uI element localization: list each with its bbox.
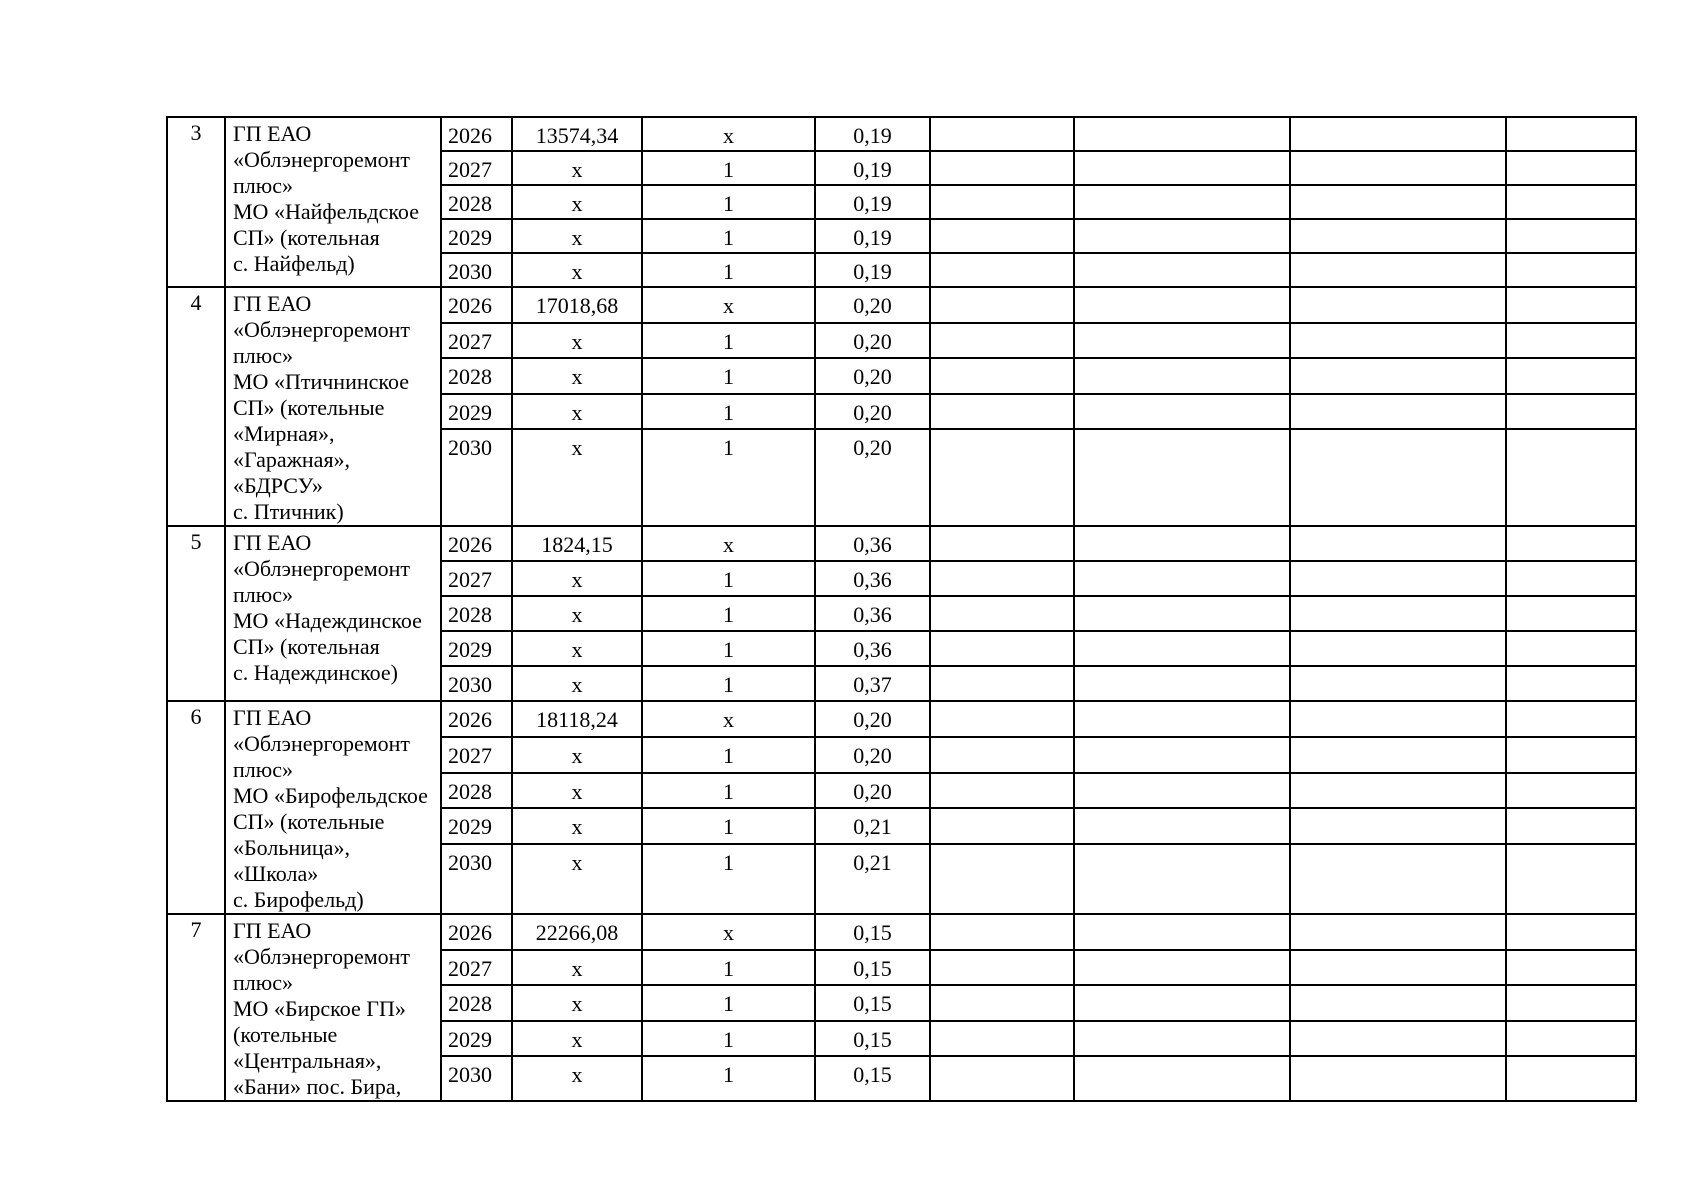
empty-cell (1290, 737, 1506, 773)
empty-cell (1506, 253, 1636, 287)
empty-cell (1290, 914, 1506, 950)
coef-cell: 0,20 (815, 394, 930, 430)
value-cell: x (512, 773, 642, 809)
value-cell: x (512, 1056, 642, 1101)
coef-cell: 0,15 (815, 950, 930, 986)
coef-cell: 0,19 (815, 185, 930, 219)
empty-cell (1290, 950, 1506, 986)
coef-cell: 0,37 (815, 666, 930, 701)
empty-cell (1290, 985, 1506, 1021)
empty-cell (930, 219, 1074, 253)
coef-cell: 0,36 (815, 561, 930, 596)
coef-cell: 0,20 (815, 429, 930, 526)
value-cell: x (512, 808, 642, 844)
value-cell: x (512, 429, 642, 526)
empty-cell (930, 666, 1074, 701)
year-cell: 2029 (441, 631, 512, 666)
empty-cell (1074, 950, 1290, 986)
index-cell: 1 (642, 950, 815, 986)
coef-cell: 0,36 (815, 526, 930, 561)
coef-cell: 0,15 (815, 1021, 930, 1057)
value-cell: 1824,15 (512, 526, 642, 561)
year-cell: 2029 (441, 1021, 512, 1057)
empty-cell (930, 151, 1074, 185)
coef-cell: 0,21 (815, 808, 930, 844)
empty-cell (1506, 1021, 1636, 1057)
empty-cell (1290, 358, 1506, 394)
empty-cell (1074, 844, 1290, 914)
empty-cell (1506, 1056, 1636, 1101)
empty-cell (1290, 1021, 1506, 1057)
year-cell: 2028 (441, 358, 512, 394)
empty-cell (1506, 701, 1636, 737)
empty-cell (1506, 596, 1636, 631)
table-group (167, 117, 1636, 287)
row-number: 7 (167, 914, 225, 1101)
value-cell: x (512, 844, 642, 914)
empty-cell (1290, 394, 1506, 430)
empty-cell (1506, 844, 1636, 914)
empty-cell (930, 844, 1074, 914)
empty-cell (930, 737, 1074, 773)
empty-cell (930, 985, 1074, 1021)
index-cell: 1 (642, 253, 815, 287)
empty-cell (930, 429, 1074, 526)
year-cell: 2028 (441, 985, 512, 1021)
value-cell: x (512, 394, 642, 430)
empty-cell (930, 950, 1074, 986)
value-cell: x (512, 631, 642, 666)
empty-cell (1074, 808, 1290, 844)
empty-cell (1506, 737, 1636, 773)
index-cell: 1 (642, 561, 815, 596)
empty-cell (1290, 1056, 1506, 1101)
index-cell: x (642, 701, 815, 737)
table-row (167, 526, 1636, 561)
value-cell: x (512, 596, 642, 631)
empty-cell (930, 808, 1074, 844)
value-cell: x (512, 185, 642, 219)
index-cell: 1 (642, 808, 815, 844)
organization-cell: ГП ЕАО «Облэнергоремонт плюс» МО «Найфельдское СП» (котельная с. Найфельд) (225, 117, 441, 287)
empty-cell (1074, 219, 1290, 253)
index-cell: 1 (642, 1056, 815, 1101)
index-cell: x (642, 287, 815, 323)
coef-cell: 0,20 (815, 773, 930, 809)
empty-cell (1290, 808, 1506, 844)
row-number: 3 (167, 117, 225, 287)
organization-cell: ГП ЕАО «Облэнергоремонт плюс» МО «Бирское ГП» (котельные «Центральная», «Бани» пос. Бира, (225, 914, 441, 1101)
empty-cell (1506, 429, 1636, 526)
empty-cell (1506, 808, 1636, 844)
year-cell: 2027 (441, 561, 512, 596)
organization-cell: ГП ЕАО «Облэнергоремонт плюс» МО «Надеждинское СП» (котельная с. Надеждинское) (225, 526, 441, 701)
empty-cell (1290, 253, 1506, 287)
index-cell: x (642, 914, 815, 950)
value-cell: x (512, 985, 642, 1021)
index-cell: 1 (642, 666, 815, 701)
empty-cell (1506, 526, 1636, 561)
empty-cell (1506, 219, 1636, 253)
empty-cell (930, 394, 1074, 430)
empty-cell (930, 773, 1074, 809)
empty-cell (1506, 985, 1636, 1021)
empty-cell (1506, 151, 1636, 185)
organization-cell: ГП ЕАО «Облэнергоремонт плюс» МО «Птичнинское СП» (котельные «Мирная», «Гаражная», «БДРСУ» с. Птичник) (225, 287, 441, 526)
coef-cell: 0,20 (815, 737, 930, 773)
empty-cell (1074, 253, 1290, 287)
table-group (167, 526, 1636, 701)
empty-cell (1506, 117, 1636, 151)
year-cell: 2029 (441, 808, 512, 844)
table-group (167, 914, 1636, 1101)
coef-cell: 0,20 (815, 287, 930, 323)
empty-cell (930, 596, 1074, 631)
year-cell: 2029 (441, 394, 512, 430)
index-cell: x (642, 526, 815, 561)
index-cell: 1 (642, 429, 815, 526)
index-cell: 1 (642, 773, 815, 809)
empty-cell (1290, 666, 1506, 701)
value-cell: 22266,08 (512, 914, 642, 950)
empty-cell (1506, 631, 1636, 666)
index-cell: x (642, 117, 815, 151)
empty-cell (930, 117, 1074, 151)
coef-cell: 0,15 (815, 1056, 930, 1101)
empty-cell (930, 914, 1074, 950)
coef-cell: 0,19 (815, 151, 930, 185)
year-cell: 2027 (441, 737, 512, 773)
empty-cell (930, 561, 1074, 596)
coef-cell: 0,15 (815, 914, 930, 950)
value-cell: x (512, 737, 642, 773)
year-cell: 2027 (441, 151, 512, 185)
empty-cell (1506, 323, 1636, 359)
index-cell: 1 (642, 219, 815, 253)
empty-cell (1290, 773, 1506, 809)
year-cell: 2028 (441, 596, 512, 631)
index-cell: 1 (642, 596, 815, 631)
empty-cell (1506, 394, 1636, 430)
empty-cell (1074, 358, 1290, 394)
empty-cell (930, 323, 1074, 359)
empty-cell (1506, 561, 1636, 596)
year-cell: 2026 (441, 287, 512, 323)
empty-cell (1506, 773, 1636, 809)
coef-cell: 0,21 (815, 844, 930, 914)
empty-cell (1290, 561, 1506, 596)
value-cell: 17018,68 (512, 287, 642, 323)
index-cell: 1 (642, 394, 815, 430)
year-cell: 2026 (441, 526, 512, 561)
year-cell: 2027 (441, 950, 512, 986)
empty-cell (1074, 1021, 1290, 1057)
empty-cell (930, 1056, 1074, 1101)
tariff-table (166, 116, 1637, 1102)
coef-cell: 0,20 (815, 323, 930, 359)
empty-cell (930, 185, 1074, 219)
empty-cell (1290, 596, 1506, 631)
year-cell: 2026 (441, 701, 512, 737)
coef-cell: 0,36 (815, 631, 930, 666)
empty-cell (1506, 358, 1636, 394)
empty-cell (1290, 844, 1506, 914)
empty-cell (1290, 429, 1506, 526)
year-cell: 2026 (441, 914, 512, 950)
year-cell: 2030 (441, 1056, 512, 1101)
coef-cell: 0,20 (815, 701, 930, 737)
empty-cell (1506, 287, 1636, 323)
empty-cell (1290, 185, 1506, 219)
row-number: 6 (167, 701, 225, 914)
empty-cell (1506, 185, 1636, 219)
index-cell: 1 (642, 358, 815, 394)
year-cell: 2028 (441, 185, 512, 219)
empty-cell (1074, 666, 1290, 701)
empty-cell (930, 358, 1074, 394)
empty-cell (930, 253, 1074, 287)
empty-cell (1074, 596, 1290, 631)
year-cell: 2030 (441, 429, 512, 526)
table-group (167, 287, 1636, 526)
empty-cell (1074, 394, 1290, 430)
empty-cell (1506, 914, 1636, 950)
coef-cell: 0,15 (815, 985, 930, 1021)
table-row (167, 117, 1636, 151)
empty-cell (930, 1021, 1074, 1057)
empty-cell (1074, 117, 1290, 151)
empty-cell (1290, 287, 1506, 323)
value-cell: x (512, 151, 642, 185)
index-cell: 1 (642, 737, 815, 773)
value-cell: x (512, 219, 642, 253)
index-cell: 1 (642, 323, 815, 359)
table-group (167, 701, 1636, 914)
table-row (167, 914, 1636, 950)
empty-cell (1074, 773, 1290, 809)
year-cell: 2030 (441, 666, 512, 701)
row-number: 4 (167, 287, 225, 526)
empty-cell (1506, 666, 1636, 701)
value-cell: x (512, 1021, 642, 1057)
empty-cell (1506, 950, 1636, 986)
coef-cell: 0,19 (815, 219, 930, 253)
year-cell: 2030 (441, 253, 512, 287)
year-cell: 2028 (441, 773, 512, 809)
index-cell: 1 (642, 1021, 815, 1057)
empty-cell (1074, 429, 1290, 526)
tariff-table-page (166, 116, 1635, 1102)
table-row (167, 287, 1636, 323)
index-cell: 1 (642, 985, 815, 1021)
empty-cell (1074, 737, 1290, 773)
coef-cell: 0,20 (815, 358, 930, 394)
empty-cell (1074, 561, 1290, 596)
empty-cell (1290, 323, 1506, 359)
year-cell: 2027 (441, 323, 512, 359)
value-cell: x (512, 950, 642, 986)
row-number: 5 (167, 526, 225, 701)
value-cell: x (512, 323, 642, 359)
value-cell: x (512, 253, 642, 287)
value-cell: x (512, 666, 642, 701)
empty-cell (1074, 914, 1290, 950)
empty-cell (1290, 117, 1506, 151)
empty-cell (1074, 287, 1290, 323)
empty-cell (1074, 985, 1290, 1021)
value-cell: x (512, 561, 642, 596)
empty-cell (1290, 151, 1506, 185)
index-cell: 1 (642, 185, 815, 219)
organization-cell: ГП ЕАО «Облэнергоремонт плюс» МО «Бирофельдское СП» (котельные «Больница», «Школа» с. Бирофельд) (225, 701, 441, 914)
empty-cell (1290, 526, 1506, 561)
index-cell: 1 (642, 151, 815, 185)
empty-cell (1074, 185, 1290, 219)
empty-cell (930, 631, 1074, 666)
empty-cell (930, 701, 1074, 737)
coef-cell: 0,19 (815, 253, 930, 287)
empty-cell (930, 287, 1074, 323)
empty-cell (1074, 323, 1290, 359)
table-row (167, 701, 1636, 737)
empty-cell (1074, 1056, 1290, 1101)
year-cell: 2026 (441, 117, 512, 151)
empty-cell (930, 526, 1074, 561)
empty-cell (1074, 631, 1290, 666)
index-cell: 1 (642, 631, 815, 666)
coef-cell: 0,19 (815, 117, 930, 151)
coef-cell: 0,36 (815, 596, 930, 631)
index-cell: 1 (642, 844, 815, 914)
empty-cell (1074, 151, 1290, 185)
year-cell: 2029 (441, 219, 512, 253)
empty-cell (1290, 219, 1506, 253)
empty-cell (1074, 526, 1290, 561)
empty-cell (1290, 631, 1506, 666)
value-cell: 18118,24 (512, 701, 642, 737)
empty-cell (1074, 701, 1290, 737)
year-cell: 2030 (441, 844, 512, 914)
empty-cell (1290, 701, 1506, 737)
value-cell: x (512, 358, 642, 394)
value-cell: 13574,34 (512, 117, 642, 151)
